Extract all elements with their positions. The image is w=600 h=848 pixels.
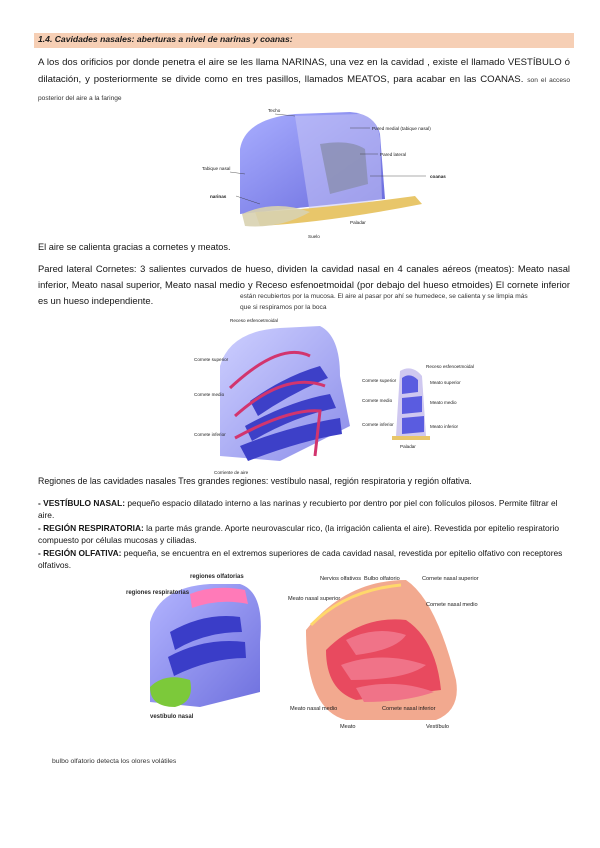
svg-text:Paladar: Paladar	[350, 220, 366, 225]
footer-note: bulbo olfatorio detecta los olores volátiles	[52, 758, 177, 765]
regiones-heading: Regiones de las cavidades nasales Tres grandes regiones: vestíbulo nasal, región respiratoria y región olfativa.	[38, 476, 472, 486]
svg-text:Meato superior: Meato superior	[430, 380, 461, 385]
intro-paragraph	[38, 54, 570, 107]
svg-text:Receso esfenoetmoidal: Receso esfenoetmoidal	[230, 318, 279, 323]
svg-text:Nervios olfativos: Nervios olfativos	[320, 576, 362, 582]
svg-text:Bulbo olfatorio: Bulbo olfatorio	[364, 576, 400, 582]
cornetes-line: El aire se calienta gracias a cornetes y meatos.	[38, 242, 231, 252]
cornetes-figure	[190, 316, 475, 476]
svg-text:Cornete superior: Cornete superior	[362, 378, 397, 383]
svg-text:Cornete medio: Cornete medio	[362, 398, 393, 403]
svg-text:Cornete nasal inferior: Cornete nasal inferior	[382, 706, 436, 712]
svg-text:Corriente de aire: Corriente de aire	[214, 470, 249, 475]
svg-text:Receso esfenoetmoidal: Receso esfenoetmoidal	[426, 364, 475, 369]
svg-text:Tabique nasal: Tabique nasal	[202, 166, 231, 171]
intro-note: son el acceso posterior del aire a la faringe	[38, 77, 570, 102]
svg-text:Vestíbulo: Vestíbulo	[426, 724, 450, 730]
svg-text:Paladar: Paladar	[400, 444, 416, 449]
svg-text:Cornete inferior: Cornete inferior	[362, 422, 394, 427]
bullet-respiratoria: - REGIÓN RESPIRATORIA: la parte más grande. Aporte neurovascular rico, (la irrigación calienta el aire). Revestida por epitelio respiratorio compuesto por células mucosas y ciliadas.	[38, 523, 560, 545]
sagittal-nose-figure	[286, 570, 479, 740]
bullet-vestibulo: - VESTÍBULO NASAL: pequeño espacio dilatado interno a las narinas y recubierto por dentro por piel con folículos pilosos. Permite filtrar el aire.	[38, 498, 558, 520]
bullet-olfativa: - REGIÓN OLFATIVA: pequeña, se encuentra en el extremos superiores de cada cavidad nasal, revestida por epitelio olfativo con receptores olfativos.	[38, 548, 563, 570]
intro-text: A los dos orificios por donde penetra el aire se les llama NARINAS, una vez en la cavidad , existe el llamado VESTÍBULO ó dilatación, y posteriormente se divide como en tres pasillos, llamados MEATOS, para acabar en las COANAS.	[38, 57, 570, 85]
svg-text:Pared medial (tabique nasal): Pared medial (tabique nasal)	[372, 126, 431, 131]
pared-lateral-note2: que si respiramos por la boca	[240, 304, 327, 311]
svg-text:Meato nasal medio: Meato nasal medio	[290, 706, 338, 712]
svg-text:regiones respiratorias: regiones respiratorias	[126, 590, 190, 596]
svg-text:Pared lateral: Pared lateral	[380, 152, 407, 157]
section-title: 1.4. Cavidades nasales: aberturas a nivel de narinas y coanas:	[38, 34, 293, 44]
svg-text:Cornete inferior: Cornete inferior	[194, 432, 226, 437]
svg-text:Meato: Meato	[340, 724, 356, 730]
svg-text:Cornete nasal medio: Cornete nasal medio	[426, 602, 478, 608]
svg-text:vestíbulo nasal: vestíbulo nasal	[150, 714, 194, 720]
svg-text:coanas: coanas	[430, 174, 446, 179]
svg-text:Suelo: Suelo	[308, 234, 320, 239]
svg-text:Cornete medio: Cornete medio	[194, 392, 225, 397]
regions-figure	[120, 572, 280, 720]
pared-lateral-text: Pared lateral Cornetes: 3 salientes curvados de hueso, dividen la cavidad nasal en 4 canales aéreos (meatos): Meato nasal inferior, Meato nasal superior, Meato nasal medio y Receso esfenoetmoidal (por debajo del hueso etmoides) El cornete inferior es un hueso independiente.	[38, 263, 570, 306]
svg-text:Cornete nasal superior: Cornete nasal superior	[422, 576, 479, 582]
svg-text:Cornete superior: Cornete superior	[194, 357, 229, 362]
svg-text:Meato medio: Meato medio	[430, 400, 457, 405]
svg-text:Techo: Techo	[268, 108, 281, 113]
pared-lateral-paragraph	[38, 261, 570, 309]
nasal-cavity-figure	[200, 104, 446, 244]
svg-text:narinas: narinas	[210, 194, 227, 199]
svg-text:Meato nasal superior: Meato nasal superior	[288, 596, 341, 602]
svg-text:Meato inferior: Meato inferior	[430, 424, 459, 429]
svg-text:regiones olfatorias: regiones olfatorias	[190, 574, 244, 580]
pared-lateral-note1: están recubiertos por la mucosa. El aire al pasar por ahí se humedece, se calienta y se limpia más	[240, 293, 528, 300]
